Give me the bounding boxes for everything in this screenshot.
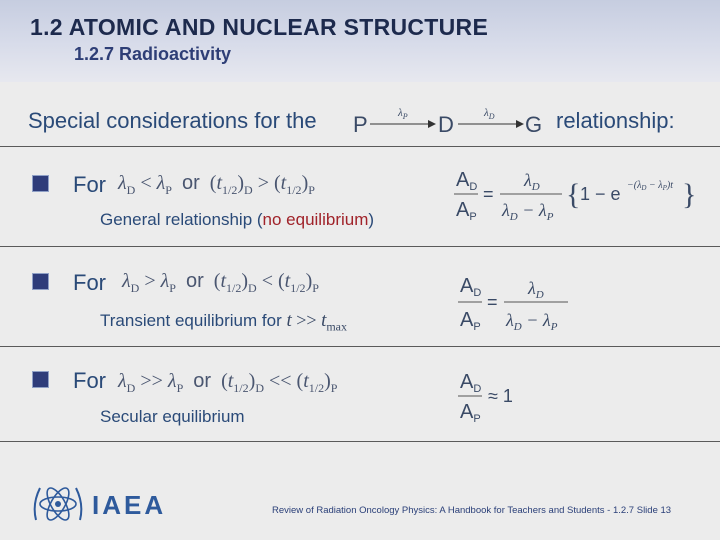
case-description: Transient equilibrium for $t >> t_{max}$ [100,310,348,334]
separator [0,146,720,147]
svg-text:≈ 1: ≈ 1 [488,386,513,406]
intro-text: Special considerations for the [28,108,317,133]
bullet-icon [32,273,49,290]
case-description: Secular equilibrium [100,407,245,426]
case-for-label: For [73,172,106,197]
case-for-label: For [73,270,106,295]
svg-text:1 − e: 1 − e [580,184,621,204]
svg-text:λD: $\lambda_D$ [484,107,495,121]
case-condition: $\lambda_D >> \lambda_P$ or $(t_{1/2})_D << (t_{1/2})_P$ [118,370,338,395]
case-condition: $\lambda_D < \lambda_P$ or $(t_{1/2})_D > (t_{1/2})_P$ [118,172,315,197]
slide-title: 1.2 ATOMIC AND NUCLEAR STRUCTURE [30,14,489,40]
chain-daughter: D [438,112,454,137]
case-for-label: For [73,368,106,393]
iaea-logo-text: IAEA [92,490,167,520]
svg-text:AD: $A_D$ [460,275,482,299]
svg-text:{: { [566,178,581,211]
svg-text:λD: $\lambda_D$ [524,170,540,193]
slide-subtitle: 1.2.7 Radioactivity [74,44,232,64]
svg-text:=: = [483,184,494,204]
case-description: General relationship (no equilibrium) [100,210,375,229]
case-condition: $\lambda_D > \lambda_P$ or $(t_{1/2})_D < (t_{1/2})_P$ [122,270,319,295]
separator [0,246,720,247]
svg-text:λD: $\lambda_D$ [528,278,544,301]
formula-secular [456,368,536,428]
svg-text:AP: $A_P$ [456,199,477,223]
svg-text:λD − λP: $\lambda_D - \lambda_P$ [502,200,554,223]
svg-text:AD: $A_D$ [456,169,478,193]
svg-text:AP: $A_P$ [460,309,481,333]
svg-text:−(λD − λP)t: $-(\lambda_D - \lambda_P)t$ [627,180,673,192]
chain-parent: P [353,112,368,137]
iaea-logo-icon [28,480,88,532]
bullet-icon [32,175,49,192]
separator [0,346,720,347]
intro-suffix: relationship: [556,108,675,133]
svg-text:}: } [682,178,697,211]
svg-text:AD: $A_D$ [460,371,482,395]
formula-general [452,164,702,226]
svg-text:λD − λP: $\lambda_D - \lambda_P$ [506,310,558,333]
svg-text:λP: $\lambda_P$ [398,107,408,121]
bullet-icon [32,371,49,388]
separator [0,441,720,442]
svg-text:=: = [487,292,498,312]
chain-granddaughter: G [525,112,543,137]
slide-header [0,0,720,82]
formula-transient [456,270,586,334]
footer-citation: Review of Radiation Oncology Physics: A Handbook for Teachers and Students - 1.2.7 Slide 13 [272,505,672,516]
svg-text:AP: $A_P$ [460,401,481,425]
decay-chain-diagram [350,100,550,140]
